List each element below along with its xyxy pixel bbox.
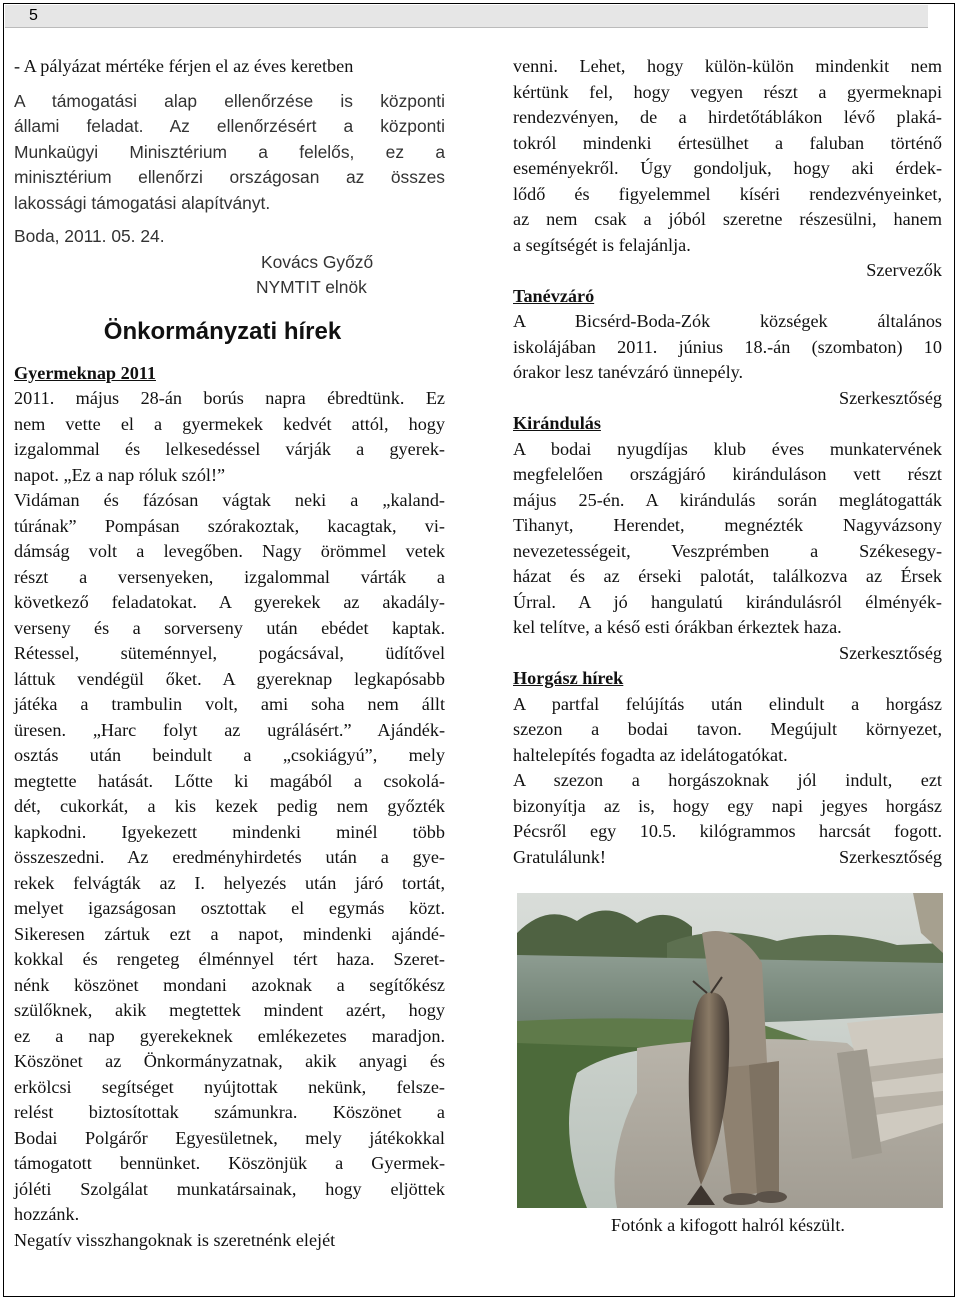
- newsletter-page: [3, 3, 955, 1297]
- closing-line: [513, 845, 942, 871]
- text-line: A támogatási alap ellenőrzése is központi: [14, 90, 445, 111]
- text-line: rendezvényen, de a hirdetőtáblákon lévő plaká-: [513, 107, 942, 127]
- article-signature: Szerkesztőség: [838, 387, 942, 408]
- text-line: bizonyítja az is, hogy egy napi jegyes horgász: [513, 795, 942, 816]
- text-line: órakor lesz tanévzáró ünnepély.: [513, 362, 744, 382]
- text-line: lődő és figyelemmel kíséri rendezvényeinket,: [513, 183, 942, 204]
- text-line: napot. „Ez a nap róluk szól!”: [14, 464, 226, 485]
- text-line: Vidáman és fázósan vágtak neki a „kaland-: [14, 490, 445, 510]
- page-header-bar: [5, 5, 928, 28]
- text-line: szezon a bodai tavon. Megújult környezet,: [513, 719, 942, 739]
- text-line: iskolájában 2011. június 18.-án (szombaton) 10: [513, 336, 942, 357]
- article-signature: Szervezők: [866, 260, 942, 280]
- text-line: nem vette el a gyermekek kedvét attól, hogy: [14, 413, 445, 434]
- intro-paragraph: [14, 89, 445, 301]
- page-number: 5: [29, 7, 38, 24]
- article-heading: Tanévzáró: [513, 285, 595, 306]
- text-line: következő feladatokat. A gyerekek az akadály-: [14, 592, 445, 612]
- text-line: május 25-én. A kirándulás során meglátogatták: [513, 489, 942, 510]
- text-line: A bodai nyugdíjas klub éves munkatervének: [513, 438, 942, 459]
- text-line: üresen. „Harc folyt az ugrálásért.” Ajándék-: [14, 719, 445, 740]
- closing-text: Gratulálunk!: [513, 846, 606, 867]
- text-line: Bodai Polgárőr Egyesületnek, mely játékokkal: [14, 1127, 445, 1148]
- signer-title: NYMTIT elnök: [256, 277, 367, 297]
- horgasz-article: [513, 666, 942, 870]
- text-line: kapkodni. Igyekezett mindenki minél több: [14, 821, 445, 842]
- text-line: támogatott bennünket. Köszönjük a Gyermek-: [14, 1153, 445, 1173]
- text-line: nénk köszönet mondani azoknak a segítőkész: [14, 974, 445, 995]
- text-line: szülőknek, akik megtettek mindent azért, hogy: [14, 1000, 445, 1020]
- text-line: erkölcsi segítséget nyújtottak nekünk, felsze-: [14, 1076, 445, 1097]
- tanevzaro-article: [513, 284, 942, 412]
- intro-date: Boda, 2011. 05. 24.: [14, 226, 165, 246]
- text-line: lakossági támogatási alapítványt.: [14, 192, 271, 213]
- text-line: játéka a trambulin volt, ami soha nem állt: [14, 694, 445, 714]
- continued-article: [513, 54, 942, 284]
- text-line: Rétessel, süteménnyel, pogácsával, üdítővel: [14, 643, 445, 663]
- text-line: megfelelően országjáró kiránduláson vett részt: [513, 464, 942, 484]
- text-line: Köszönet az Önkormányzatnak, akik anyagi és: [14, 1051, 445, 1071]
- text-line: nevezetességeit, Veszprémben a Székesegy-: [513, 540, 942, 561]
- text-line: jóléti Szolgálat munkatársainak, hogy eljöttek: [14, 1178, 445, 1199]
- text-line: A Bicsérd-Boda-Zók községek általános: [513, 311, 942, 331]
- left-column: [14, 54, 445, 1253]
- text-line: tokról mindenki értesülhet a faluban történő: [513, 132, 942, 153]
- text-line: kértünk fel, hogy vegyen részt a gyermeknapi: [513, 81, 942, 102]
- text-line: 2011. május 28-án borús napra ébredtünk. Ez: [14, 388, 445, 408]
- text-line: részt a versenyeken, izgalommal várták a: [14, 566, 445, 587]
- article-heading: Horgász hírek: [513, 668, 624, 688]
- text-line: a segítségét is felajánlja.: [513, 234, 691, 255]
- text-line: A partfal felújítás után elindult a horgász: [513, 693, 942, 714]
- text-line: Tihanyt, Herendet, megnézték Nagyvázsony: [513, 515, 942, 535]
- signer-name: Kovács Győző: [261, 251, 374, 272]
- text-line: minisztérium ellenőrzi országosan az összes: [14, 167, 445, 187]
- article-signature: Szerkesztőség: [838, 846, 942, 867]
- catfish-photo: [517, 893, 943, 1208]
- text-line: házat és az érseki palotát, találkozva az Érsek: [513, 566, 942, 586]
- text-line: kokkal és rengeteg élménnyel tért haza. Szeret-: [14, 949, 445, 969]
- text-line: melyet igazságosan osztottak el egymás közt.: [14, 898, 445, 918]
- article-body: [14, 386, 445, 1253]
- kirandulas-article: [513, 411, 942, 666]
- text-line: Úrral. A jó hangulatú kirándulásról élményék-: [513, 591, 942, 612]
- text-line: izgalommal és lelkesedéssel várják a gyerek-: [14, 439, 445, 459]
- article-signature: Szerkesztőség: [838, 642, 942, 663]
- article-heading: Kirándulás: [513, 413, 601, 433]
- text-line: összeszedni. Az eredményhirdetés után a gye-: [14, 847, 445, 867]
- text-line: hozzánk.: [14, 1204, 80, 1224]
- article-heading: Gyermeknap 2011: [14, 362, 156, 383]
- text-line: Pécsről egy 10.5. kilógrammos harcsát fogott.: [513, 821, 942, 841]
- text-line: Munkaügyi Minisztérium a felelős, ez a: [14, 141, 445, 162]
- text-line: rekek felvágták az I. helyezés után járó tortát,: [14, 872, 445, 893]
- right-column: [513, 54, 942, 870]
- text-line: túrának” Pompásan szórakoztak, kacagtak, vi-: [14, 515, 445, 536]
- text-line: osztás után beindult a „csokiágyú”, mely: [14, 745, 445, 765]
- text-line: verseny és a sorverseny után ebédet kaptak.: [14, 617, 445, 638]
- section-title: Önkormányzati hírek: [103, 317, 342, 345]
- intro-bullet: - A pályázat mértéke férjen el az éves keretben: [14, 56, 354, 76]
- text-line: ez a nap gyerekeknek emlékezetes maradjon.: [14, 1025, 445, 1046]
- text-line: haltelepítés fogadta az idelátogatókat.: [513, 744, 788, 765]
- text-line: megtette hatását. Lőtte ki magából a csokolá-: [14, 770, 445, 791]
- text-line: venni. Lehet, hogy külön-külön mindenkit nem: [513, 56, 942, 76]
- text-line: Sikeresen zártuk ezt a napot, mindenki ajándé-: [14, 923, 445, 944]
- text-line: dét, cukorkát, a kis kezek pedig nem győzték: [14, 796, 445, 816]
- text-line: láttuk vendégül őket. A gyereknap legkapósabb: [14, 668, 445, 689]
- text-line: Negatív visszhangoknak is szeretnénk elejét: [14, 1229, 336, 1250]
- text-line: kel telítve, a késő esti órákban érkeztek haza.: [513, 617, 842, 637]
- text-line: állami feladat. Az ellenőrzésért a központi: [14, 116, 445, 136]
- text-line: A szezon a horgászoknak jól indult, ezt: [513, 770, 942, 790]
- text-line: az nem csak a jóból szeretne részesülni, hanem: [513, 209, 942, 229]
- text-line: eseményekről. Úgy gondoljuk, hogy aki érdek-: [513, 158, 942, 178]
- photo-caption: Fotónk a kifogott halról készült.: [611, 1215, 845, 1235]
- text-line: relést biztosítottak számunkra. Köszönet a: [14, 1102, 445, 1122]
- text-line: dámság volt a levegőben. Nagy örömmel vetek: [14, 541, 445, 561]
